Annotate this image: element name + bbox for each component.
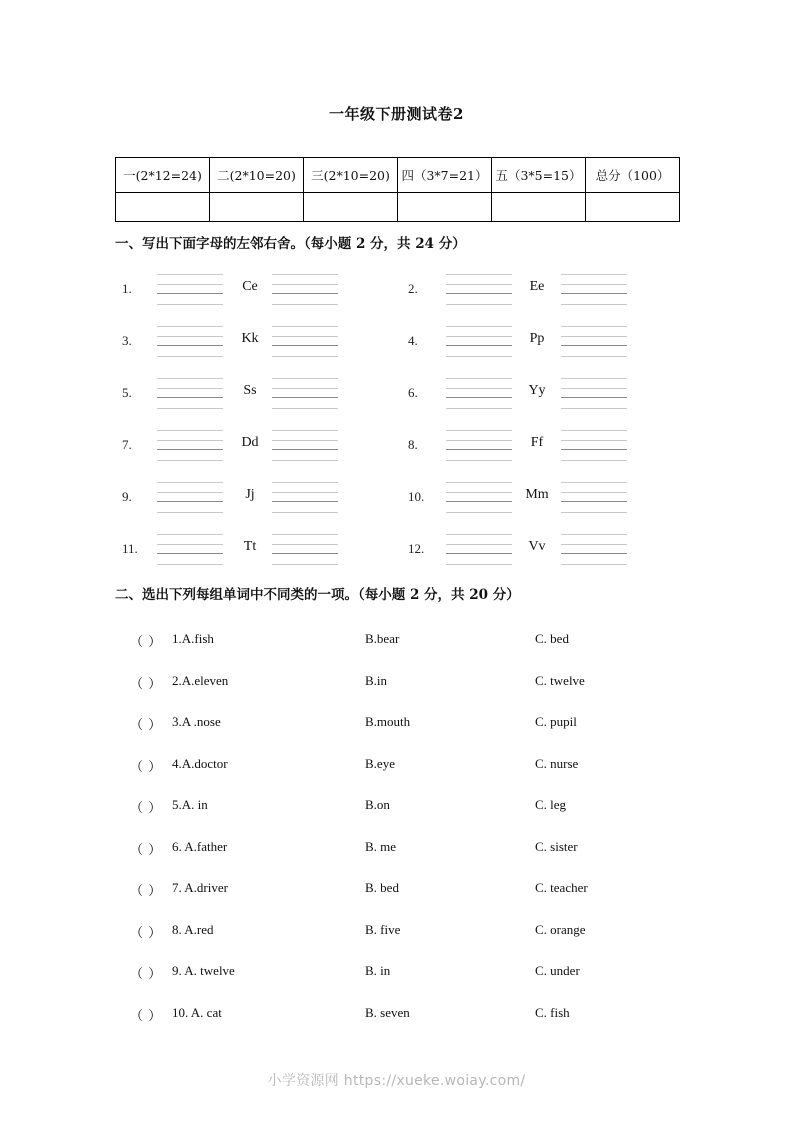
- multiple-choice-row: [130, 714, 730, 736]
- page-title: 一年级下册测试卷2: [329, 105, 464, 123]
- letter-glyph: Vv: [528, 539, 546, 554]
- choice-option-c[interactable]: C. fish: [535, 1004, 570, 1020]
- writing-stave-before[interactable]: [446, 428, 512, 464]
- choice-option-b[interactable]: B. bed: [365, 880, 399, 895]
- score-table-header-cell: 四（3*7=21）: [398, 158, 492, 193]
- choice-option-b[interactable]: B.bear: [365, 631, 400, 646]
- choice-option-c[interactable]: C. nurse: [535, 755, 579, 771]
- choice-option-a[interactable]: 4.A.doctor: [172, 755, 228, 771]
- choice-option-c[interactable]: C. sister: [535, 838, 578, 854]
- multiple-choice-row: [130, 631, 730, 653]
- multiple-choice-row: [130, 1005, 730, 1027]
- writing-stave-after[interactable]: [272, 428, 338, 464]
- answer-blank[interactable]: （ ）: [130, 800, 163, 815]
- answer-blank[interactable]: （ ）: [130, 717, 163, 732]
- answer-blank[interactable]: （ ）: [130, 634, 163, 649]
- choice-option-c[interactable]: C. under: [535, 963, 580, 978]
- choice-option-a[interactable]: 5.A. in: [172, 797, 208, 812]
- letter-item-number: 8.: [408, 437, 418, 452]
- choice-option-b[interactable]: B. five: [365, 921, 401, 937]
- choice-option-a[interactable]: 7. A.driver: [172, 880, 228, 895]
- choice-option-a[interactable]: 6. A.father: [172, 838, 228, 854]
- letter-glyph: Ce: [242, 279, 258, 294]
- writing-stave-before[interactable]: [446, 376, 512, 412]
- score-table-header-cell: 二(2*10=20): [210, 158, 304, 193]
- score-table-header-cell: 一(2*12=24): [116, 158, 210, 193]
- multiple-choice-row: [130, 922, 730, 944]
- multiple-choice-row: [130, 797, 730, 819]
- letter-glyph: Ff: [530, 435, 544, 450]
- answer-blank[interactable]: （ ）: [130, 924, 163, 940]
- multiple-choice-row: [130, 673, 730, 695]
- writing-stave-after[interactable]: [272, 480, 338, 516]
- letter-glyph: Yy: [528, 383, 546, 398]
- choice-option-b[interactable]: B.mouth: [365, 714, 411, 729]
- score-table-header-cell: 总分（100）: [586, 158, 680, 193]
- letter-glyph: Jj: [245, 487, 255, 502]
- writing-stave-before[interactable]: [446, 324, 512, 360]
- choice-option-a[interactable]: 9. A. twelve: [172, 963, 235, 978]
- letter-glyph: Tt: [243, 539, 257, 554]
- writing-stave-after[interactable]: [561, 428, 627, 464]
- multiple-choice-row: [130, 839, 730, 861]
- writing-stave-after[interactable]: [561, 272, 627, 308]
- writing-stave-after[interactable]: [272, 376, 338, 412]
- writing-stave-before[interactable]: [157, 532, 223, 568]
- writing-stave-before[interactable]: [157, 428, 223, 464]
- letter-item-number: 11.: [122, 541, 138, 556]
- answer-blank[interactable]: （ ）: [130, 675, 163, 691]
- score-table: [115, 157, 680, 222]
- choice-option-c[interactable]: C. teacher: [535, 880, 588, 895]
- choice-option-c[interactable]: C. orange: [535, 921, 586, 937]
- answer-blank[interactable]: （ ）: [130, 966, 163, 981]
- section-two-heading: 二、选出下列每组单词中不同类的一项。（每小题 2 分，共 20 分）: [115, 587, 520, 603]
- score-table-value-cell[interactable]: [304, 193, 398, 222]
- writing-stave-before[interactable]: [446, 532, 512, 568]
- choice-option-c[interactable]: C. leg: [535, 797, 567, 812]
- letter-glyph: Pp: [529, 331, 545, 346]
- choice-option-b[interactable]: B.eye: [365, 755, 395, 771]
- writing-stave-before[interactable]: [157, 324, 223, 360]
- choice-option-a[interactable]: 3.A .nose: [172, 714, 221, 729]
- answer-blank[interactable]: （ ）: [130, 883, 163, 898]
- choice-option-a[interactable]: 2.A.eleven: [172, 672, 229, 688]
- letter-glyph: Ss: [243, 383, 257, 398]
- writing-stave-after[interactable]: [561, 480, 627, 516]
- letter-item-number: 6.: [408, 385, 418, 400]
- letter-glyph: Dd: [241, 435, 259, 450]
- score-table-header-row: [116, 158, 680, 193]
- answer-blank[interactable]: （ ）: [130, 1007, 163, 1023]
- writing-stave-after[interactable]: [561, 532, 627, 568]
- choice-option-a[interactable]: 8. A.red: [172, 921, 214, 937]
- writing-stave-before[interactable]: [157, 480, 223, 516]
- choice-option-b[interactable]: B. me: [365, 838, 397, 854]
- writing-stave-before[interactable]: [446, 480, 512, 516]
- choice-option-b[interactable]: B. seven: [365, 1004, 410, 1020]
- choice-option-c[interactable]: C. pupil: [535, 714, 577, 729]
- choice-option-b[interactable]: B. in: [365, 963, 391, 978]
- writing-stave-before[interactable]: [157, 272, 223, 308]
- choice-option-b[interactable]: B.in: [365, 672, 388, 688]
- letter-item-number: 2.: [408, 281, 418, 296]
- score-table-value-row: [116, 193, 680, 222]
- score-table-value-cell[interactable]: [586, 193, 680, 222]
- letter-item-number: 12.: [408, 541, 425, 556]
- writing-stave-after[interactable]: [272, 324, 338, 360]
- letter-glyph: Kk: [241, 331, 259, 346]
- letter-item-number: 9.: [122, 489, 132, 504]
- letter-item-number: 7.: [122, 437, 132, 452]
- score-table-value-cell[interactable]: [492, 193, 586, 222]
- writing-stave-after[interactable]: [561, 324, 627, 360]
- score-table-value-cell[interactable]: [398, 193, 492, 222]
- letter-item-number: 3.: [122, 333, 132, 348]
- score-table-header-cell: 三(2*10=20): [304, 158, 398, 193]
- choice-option-a[interactable]: 10. A. cat: [172, 1004, 222, 1020]
- writing-stave-after[interactable]: [272, 272, 338, 308]
- multiple-choice-row: [130, 880, 730, 902]
- writing-stave-after[interactable]: [272, 532, 338, 568]
- score-table-value-cell[interactable]: [116, 193, 210, 222]
- answer-blank[interactable]: （ ）: [130, 758, 163, 774]
- letter-glyph: Mm: [525, 487, 549, 502]
- score-table-header-cell: 五（3*5=15）: [492, 158, 586, 193]
- letter-item-number: 4.: [408, 333, 418, 348]
- section-one-heading: 一、写出下面字母的左邻右舍。（每小题 2 分，共 24 分）: [115, 236, 466, 252]
- score-table-value-cell[interactable]: [210, 193, 304, 222]
- answer-blank[interactable]: （ ）: [130, 841, 163, 857]
- choice-option-c[interactable]: C. twelve: [535, 672, 585, 688]
- letter-item-number: 10.: [408, 489, 425, 504]
- letter-glyph: Ee: [529, 279, 545, 294]
- letter-item-number: 1.: [122, 281, 132, 296]
- multiple-choice-row: [130, 756, 730, 778]
- writing-stave-after[interactable]: [561, 376, 627, 412]
- choice-option-b[interactable]: B.on: [365, 797, 390, 812]
- choice-option-c[interactable]: C. bed: [535, 631, 569, 646]
- choice-option-a[interactable]: 1.A.fish: [172, 631, 214, 646]
- writing-stave-before[interactable]: [157, 376, 223, 412]
- letter-item-number: 5.: [122, 385, 132, 400]
- multiple-choice-row: [130, 963, 730, 985]
- writing-stave-before[interactable]: [446, 272, 512, 308]
- footer-watermark: 小学资源网 https://xueke.woiay.com/: [267, 1073, 526, 1089]
